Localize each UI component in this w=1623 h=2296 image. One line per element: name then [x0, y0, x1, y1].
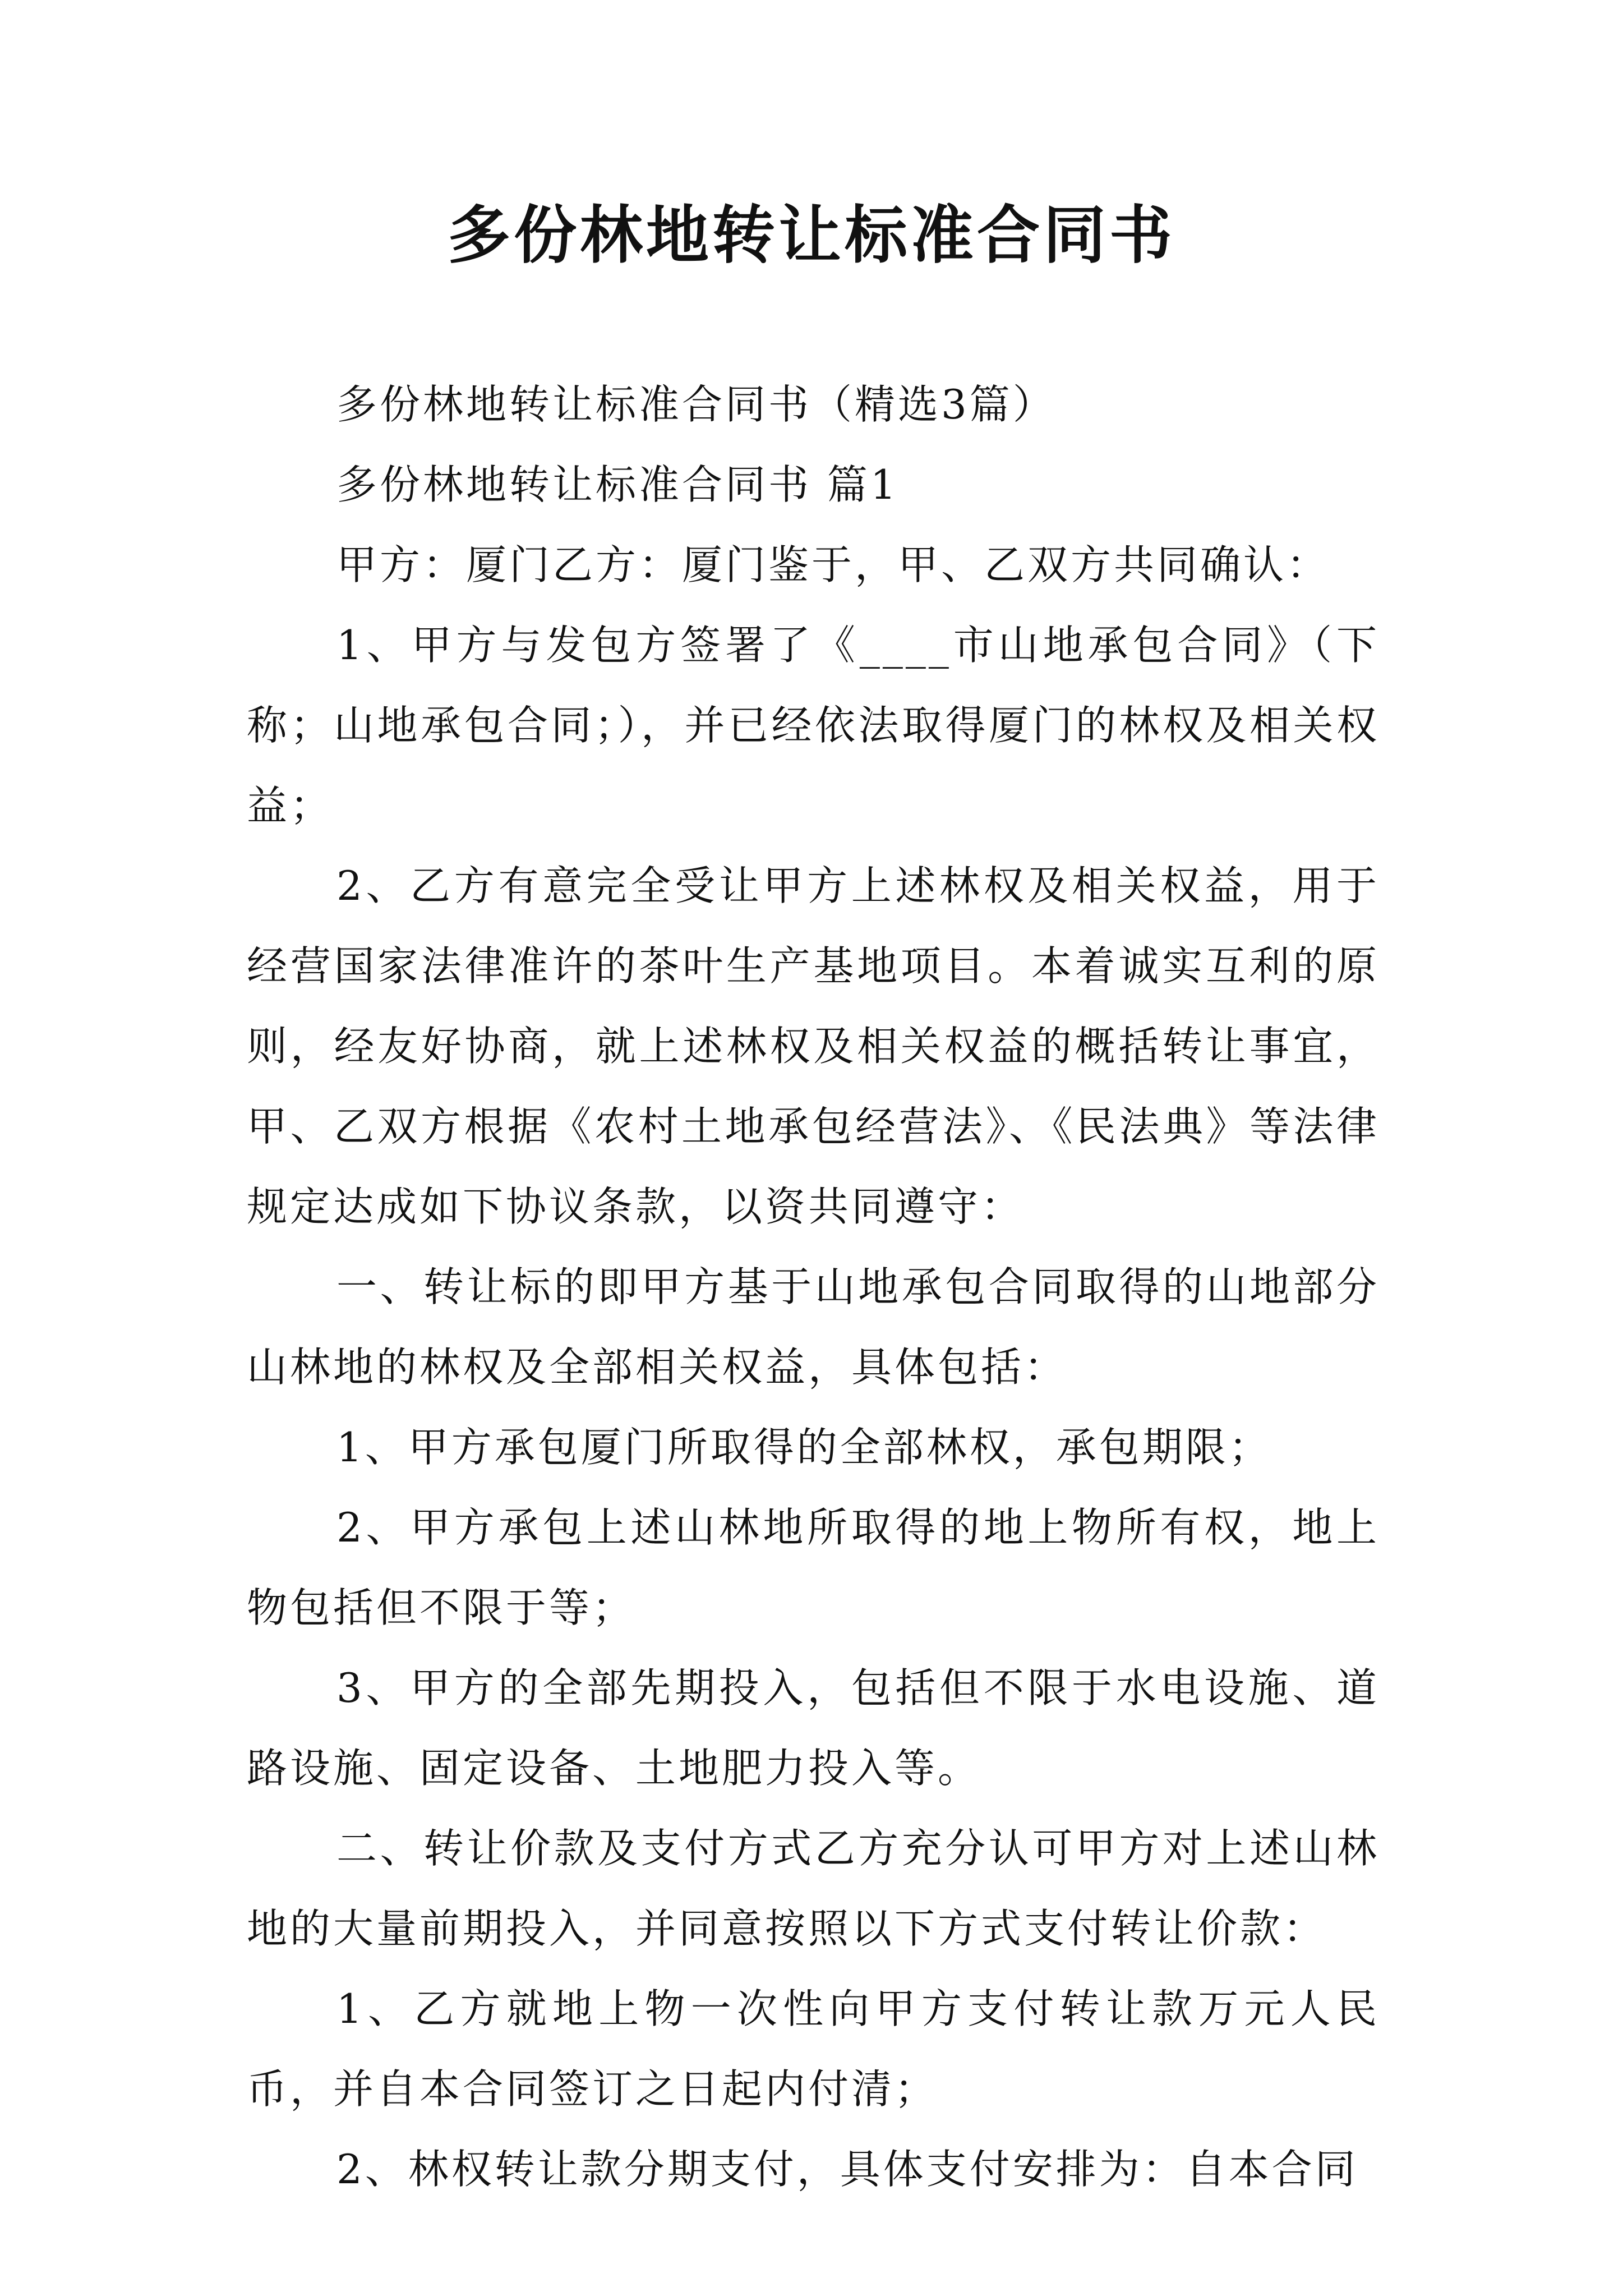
paragraph-subtitle: 多份林地转让标准合同书（精选3篇）	[336, 381, 1056, 428]
paragraph-article-1-item-1: 1、甲方承包厦门所取得的全部林权，承包期限；	[336, 1424, 1272, 1471]
document-body	[247, 365, 1380, 2210]
paragraph-article-1-item-3: 3、甲方的全部先期投入，包括但不限于水电设施、道路设施、固定设备、土地肥力投入等。	[247, 1664, 1380, 1792]
paragraph-parties: 甲方：厦门乙方：厦门鉴于，甲、乙双方共同确认：	[336, 541, 1330, 588]
paragraph-article-2: 二、转让价款及支付方式乙方充分认可甲方对上述山林地的大量前期投入，并同意按照以下方式支付转让价款：	[247, 1825, 1380, 1952]
paragraph-article-1: 一、转让标的即甲方基于山地承包合同取得的山地部分山林地的林权及全部相关权益，具体包括：	[247, 1263, 1380, 1391]
paragraph-article-2-item-2: 2、林权转让款分期支付，具体支付安排为：自本合同	[336, 2146, 1358, 2193]
paragraph-section-heading: 多份林地转让标准合同书 篇1	[336, 461, 899, 508]
paragraph-article-2-item-1: 1、乙方就地上物一次性向甲方支付转让款万元人民币，并自本合同签订之日起内付清；	[247, 1985, 1380, 2113]
document-title: 多份林地转让标准合同书	[448, 199, 1175, 272]
paragraph-article-1-item-2: 2、甲方承包上述山林地所取得的地上物所有权，地上物包括但不限于等；	[247, 1504, 1380, 1631]
paragraph-recital-1: 1、甲方与发包方签署了《____市山地承包合同》（下称；山地承包合同；），并已经依法取得厦门的林权及相关权益；	[247, 622, 1380, 829]
paragraph-recital-2: 2、乙方有意完全受让甲方上述林权及相关权益，用于经营国家法律准许的茶叶生产基地项目。本着诚实互利的原则，经友好协商，就上述林权及相关权益的概括转让事宜，甲、乙双方根据《农村土地承包经营法》、《民法典》等法律规定达成如下协议条款，以资共同遵守：	[247, 862, 1380, 1230]
